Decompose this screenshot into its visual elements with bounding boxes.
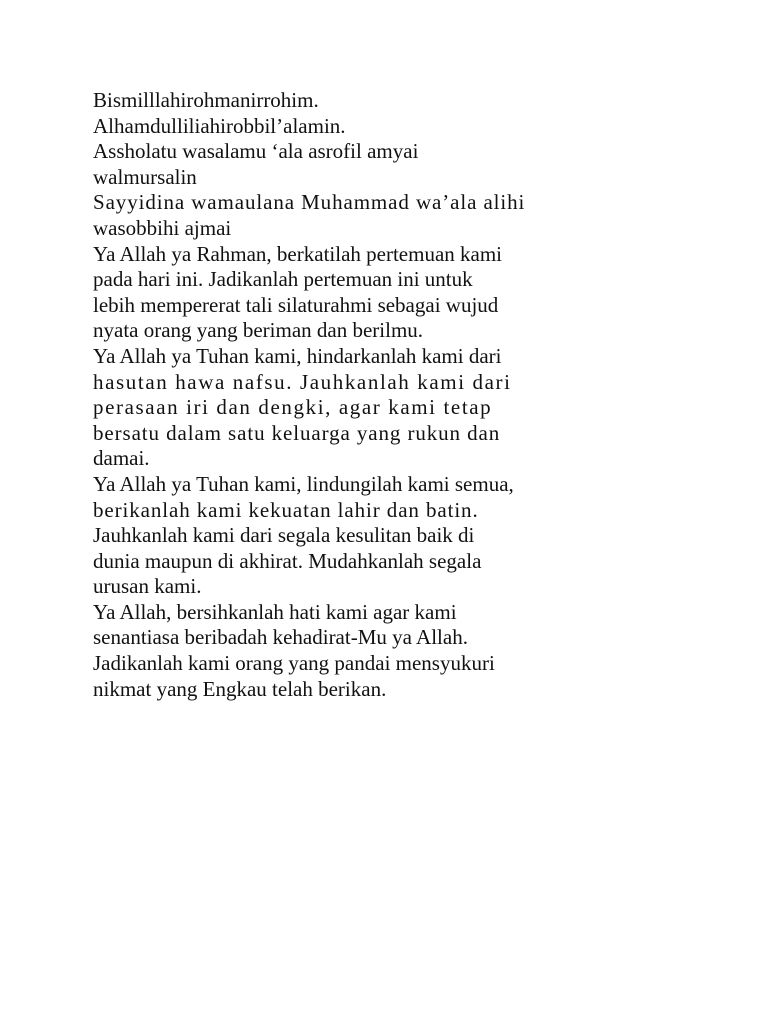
text-line: pada hari ini. Jadikanlah pertemuan ini untuk — [93, 267, 473, 292]
text-line: Ya Allah ya Rahman, berkatilah pertemuan kami — [93, 241, 503, 266]
text-line: Ya Allah, bersihkanlah hati kami agar kami — [93, 599, 457, 624]
text-line: berikanlah kami kekuatan lahir dan batin. — [93, 497, 479, 522]
text-line: walmursalin — [93, 164, 197, 189]
prayer-text-body — [93, 88, 573, 702]
text-line: senantiasa beribadah kehadirat-Mu ya Allah. — [93, 625, 468, 650]
text-line: perasaan iri dan dengki, agar kami tetap — [93, 395, 493, 420]
text-line: wasobbihi ajmai — [93, 215, 232, 240]
text-line: damai. — [93, 446, 150, 471]
text-line: Assholatu wasalamu ‘ala asrofil amyai — [93, 139, 419, 164]
text-line: urusan kami. — [93, 574, 202, 599]
text-line: hasutan hawa nafsu. Jauhkanlah kami dari — [93, 369, 512, 394]
text-line: Bismilllahirohmanirrohim. — [93, 88, 319, 112]
text-line: Ya Allah ya Tuhan kami, hindarkanlah kami dari — [93, 343, 502, 368]
text-line: dunia maupun di akhirat. Mudahkanlah segala — [93, 548, 482, 573]
text-line: Jauhkanlah kami dari segala kesulitan baik di — [93, 523, 475, 548]
text-line: bersatu dalam satu keluarga yang rukun dan — [93, 420, 501, 445]
text-line: nikmat yang Engkau telah berikan. — [93, 676, 387, 701]
text-line: Sayyidina wamaulana Muhammad wa’ala alihi — [93, 190, 526, 215]
text-line: Jadikanlah kami orang yang pandai mensyukuri — [93, 651, 495, 676]
text-line: lebih mempererat tali silaturahmi sebagai wujud — [93, 292, 499, 317]
text-line: nyata orang yang beriman dan berilmu. — [93, 318, 424, 343]
text-line: Ya Allah ya Tuhan kami, lindungilah kami semua, — [93, 471, 514, 496]
text-line: Alhamdulliliahirobbil’alamin. — [93, 113, 346, 138]
